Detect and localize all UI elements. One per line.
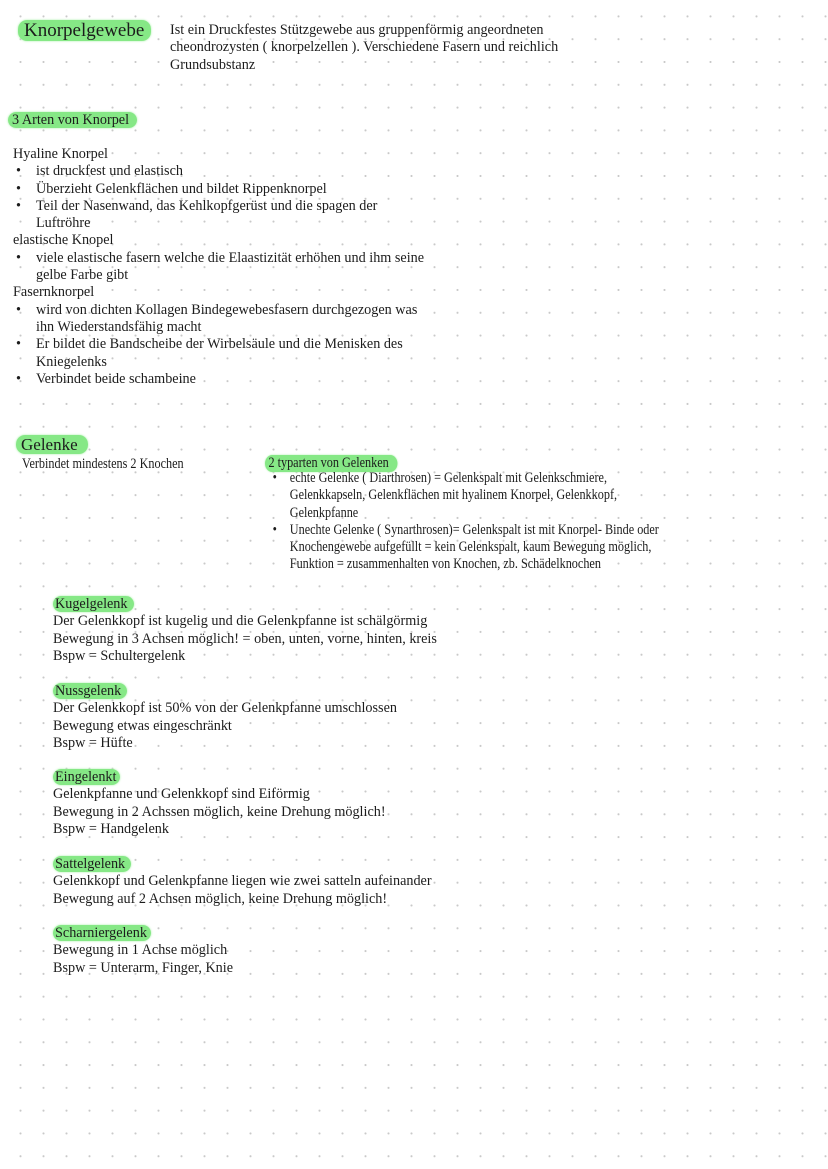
list-item: • Unechte Gelenke ( Synarthrosen)= Gelenkspalt ist mit Knorpel- Binde oder Knochengewebe aufgefüllt = kein Gelenkspalt, kaum Bewegung möglich, Funktion = zusammenhalten von Knochen, zb. Schädelknochen	[270, 522, 659, 574]
joint-kugelgelenk	[53, 596, 437, 665]
knorpel-type-elastisch	[13, 232, 424, 284]
joint-line: Bewegung auf 2 Achsen möglich, keine Drehung möglich!	[53, 890, 388, 907]
joint-line: Bewegung etwas eingeschränkt	[53, 717, 232, 734]
knorpel-type-name: elastische Knopel	[13, 232, 114, 249]
joint-sattelgelenk	[53, 856, 432, 908]
section-arten-heading	[8, 111, 137, 129]
joint-line: Der Gelenkkopf ist 50% von der Gelenkpfanne umschlossen	[53, 700, 397, 717]
gelenke-subtitle: Verbindet mindestens 2 Knochen	[22, 456, 184, 472]
section-gelenke-heading	[16, 435, 88, 455]
knorpel-type-hyaline	[13, 146, 424, 232]
list-item: • wird von dichten Kollagen Bindegewebesfasern durchgezogen was ihn Wiederstandsfähig macht	[13, 302, 424, 337]
joint-heading: Eingelenkt	[53, 769, 120, 785]
joint-line: Gelenkpfanne und Gelenkkopf sind Eiförmig	[53, 786, 310, 803]
joint-line: Gelenkkopf und Gelenkpfanne liegen wie zwei satteln aufeinander	[53, 873, 432, 890]
joint-line: Der Gelenkkopf ist kugelig und die Gelenkpfanne ist schälgörmig	[53, 613, 428, 630]
list-item: • Teil der Nasenwand, das Kehlkopfgerüst und die spagen der Luftröhre	[13, 198, 424, 233]
joint-line: Bspw = Hüfte	[53, 734, 133, 751]
list-item: • echte Gelenke ( Diarthrosen) = Gelenkspalt mit Gelenkschmiere, Gelenkkapseln, Gelenkflächen mit hyalinem Knorpel, Gelenkkopf, Gelenkpfanne	[270, 470, 659, 522]
list-item: • Er bildet die Bandscheibe der Wirbelsäule und die Menisken des Kniegelenks	[13, 336, 424, 371]
knorpelgewebe-definition	[170, 22, 558, 74]
heading-knorpelgewebe: Knorpelgewebe	[18, 20, 151, 41]
definition-line: Ist ein Druckfestes Stützgewebe aus gruppenförmig angeordneten	[170, 22, 544, 38]
joint-line: Bspw = Schultergelenk	[53, 647, 186, 664]
list-item: • viele elastische fasern welche die Elaastizität erhöhen und ihm seine gelbe Farbe gibt	[13, 250, 424, 285]
heading-typarten: 2 typarten von Gelenken	[265, 455, 397, 472]
joint-nussgelenk	[53, 683, 397, 752]
section-knorpelgewebe-heading	[18, 20, 151, 42]
joint-eingelenkt	[53, 769, 386, 838]
list-item: • ist druckfest und elastisch	[13, 163, 424, 180]
joint-scharniergelenk	[53, 925, 233, 977]
joint-heading: Kugelgelenk	[53, 596, 134, 612]
definition-line: Grundsubstanz	[170, 56, 256, 73]
joint-heading: Scharniergelenk	[53, 925, 151, 941]
list-item: • Überzieht Gelenkflächen und bildet Rippenknorpel	[13, 181, 424, 198]
heading-3-arten: 3 Arten von Knorpel	[8, 112, 137, 128]
knorpel-type-name: Fasernknorpel	[13, 284, 95, 301]
list-item: • Verbindet beide schambeine	[13, 371, 424, 388]
heading-gelenke: Gelenke	[16, 435, 88, 454]
joint-line: Bspw = Handgelenk	[53, 820, 169, 837]
joint-line: Bspw = Unterarm, Finger, Knie	[53, 959, 234, 976]
joint-line: Bewegung in 3 Achsen möglich! = oben, unten, vorne, hinten, kreis	[53, 630, 437, 647]
joint-heading: Nussgelenk	[53, 683, 127, 699]
typarten-list	[270, 470, 659, 574]
knorpel-types-list	[13, 146, 424, 388]
knorpel-type-name: Hyaline Knorpel	[13, 146, 108, 162]
joint-line: Bewegung in 1 Achse möglich	[53, 942, 228, 959]
joint-heading: Sattelgelenk	[53, 856, 131, 872]
definition-line: cheondrozysten ( knorpelzellen ). Verschiedene Fasern und reichlich	[170, 39, 559, 56]
joint-line: Bewegung in 2 Achssen möglich, keine Drehung möglich!	[53, 803, 386, 820]
knorpel-type-faser	[13, 284, 424, 388]
